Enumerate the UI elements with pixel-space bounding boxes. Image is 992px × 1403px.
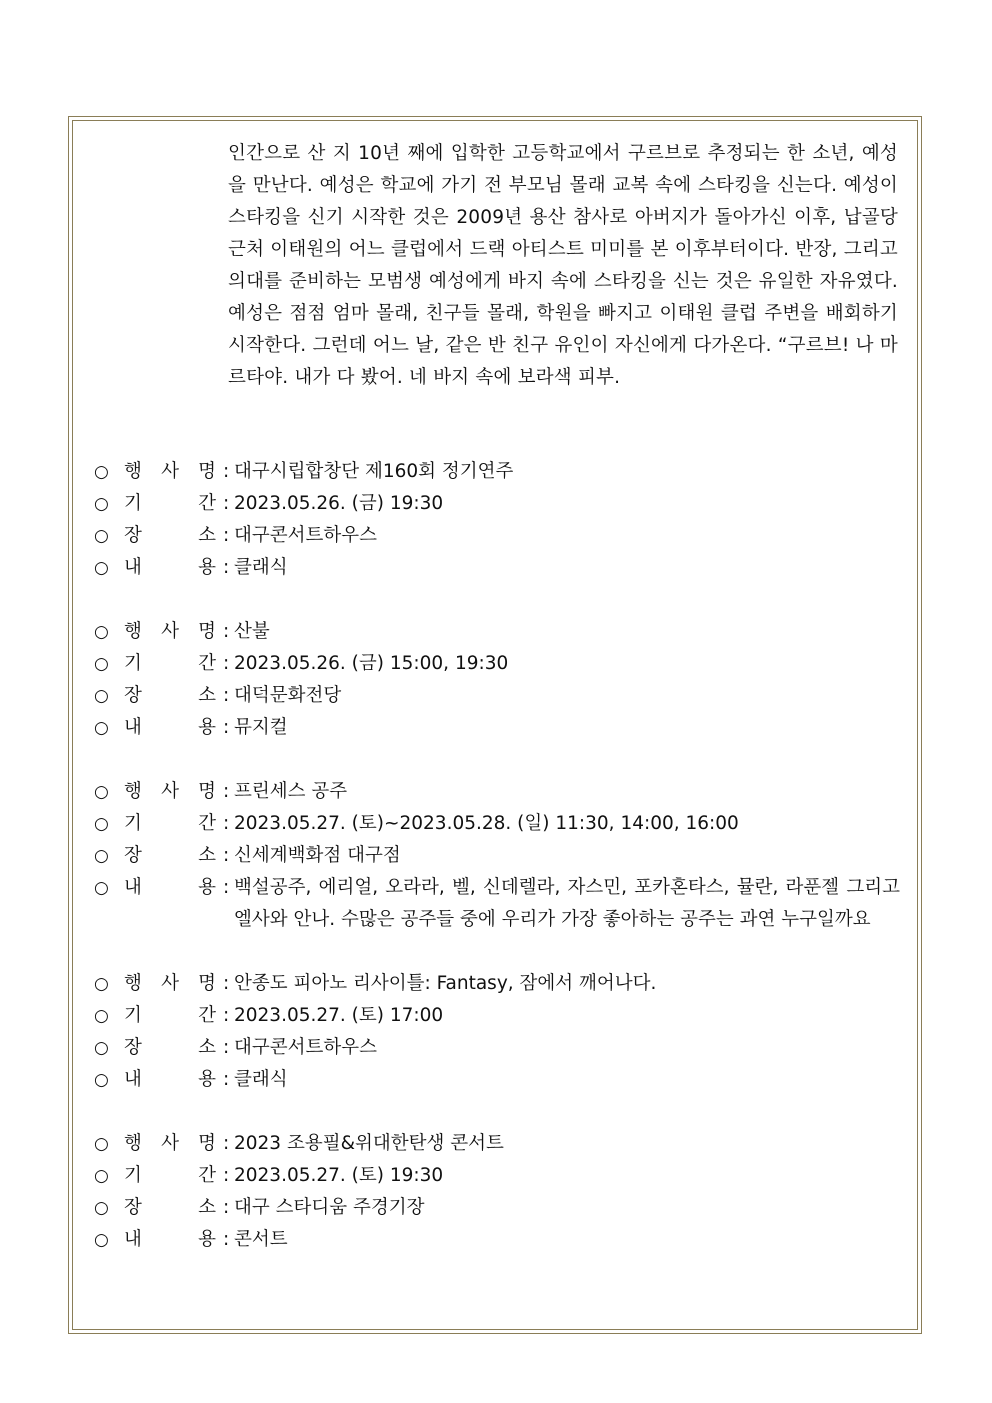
event-content-label	[124, 872, 223, 904]
label-char: 용	[198, 1229, 216, 1250]
label-char: 행	[124, 973, 142, 994]
colon-separator: :	[223, 1165, 230, 1186]
event-venue-row	[94, 1032, 904, 1064]
event-content-row	[94, 872, 904, 936]
colon-separator: :	[223, 621, 230, 642]
event-venue-label	[124, 680, 223, 712]
label-char: 사	[161, 621, 179, 642]
label-char: 용	[198, 557, 216, 578]
colon-separator: :	[223, 1197, 230, 1218]
event-period-value: 2023.05.27. (토)~2023.05.28. (일) 11:30, 14:00, 16:00	[234, 813, 739, 834]
event-content-value: 뮤지컬	[234, 717, 288, 738]
label-char: 소	[198, 525, 216, 546]
label-char: 간	[198, 1005, 216, 1026]
label-char: 장	[124, 845, 142, 866]
colon-separator: :	[223, 653, 230, 674]
colon-separator: :	[223, 1069, 230, 1090]
circle-bullet-icon: ○	[94, 878, 109, 898]
label-char: 용	[198, 1069, 216, 1090]
event-name-value: 프린세스 공주	[234, 781, 348, 802]
event-content-value: 콘서트	[234, 1229, 288, 1250]
label-char: 장	[124, 1197, 142, 1218]
label-char: 기	[124, 653, 142, 674]
circle-bullet-icon: ○	[94, 1134, 109, 1154]
circle-bullet-icon: ○	[94, 622, 109, 642]
event-name-row	[94, 1128, 904, 1160]
colon-separator: :	[223, 973, 230, 994]
circle-bullet-icon: ○	[94, 846, 109, 866]
colon-separator: :	[223, 1005, 230, 1026]
label-char: 소	[198, 685, 216, 706]
label-char: 사	[161, 781, 179, 802]
event-name-value: 대구시립합창단 제160회 정기연주	[234, 461, 514, 482]
event-name-row	[94, 776, 904, 808]
colon-separator: :	[223, 877, 230, 898]
label-char: 간	[198, 653, 216, 674]
colon-separator: :	[223, 525, 230, 546]
event-venue-label	[124, 520, 223, 552]
circle-bullet-icon: ○	[94, 974, 109, 994]
label-char: 명	[198, 1133, 216, 1154]
label-char: 내	[124, 1069, 142, 1090]
label-char: 행	[124, 781, 142, 802]
colon-separator: :	[223, 461, 230, 482]
colon-separator: :	[223, 1229, 230, 1250]
label-char: 행	[124, 461, 142, 482]
circle-bullet-icon: ○	[94, 1070, 109, 1090]
event-name-label	[124, 968, 223, 1000]
event-name-row	[94, 968, 904, 1000]
event-period-label	[124, 1000, 223, 1032]
event-period-label	[124, 488, 223, 520]
event-content-value: 클래식	[234, 557, 288, 578]
event-period-value: 2023.05.27. (토) 17:00	[234, 1005, 444, 1026]
event-content-label	[124, 552, 223, 584]
circle-bullet-icon: ○	[94, 814, 109, 834]
label-char: 사	[161, 973, 179, 994]
event-period-row	[94, 488, 904, 520]
event-name-row	[94, 456, 904, 488]
label-char: 행	[124, 621, 142, 642]
colon-separator: :	[223, 685, 230, 706]
event-period-label	[124, 648, 223, 680]
colon-separator: :	[223, 845, 230, 866]
colon-separator: :	[223, 557, 230, 578]
label-char: 소	[198, 1037, 216, 1058]
event-item	[94, 456, 904, 584]
circle-bullet-icon: ○	[94, 1038, 109, 1058]
circle-bullet-icon: ○	[94, 1166, 109, 1186]
circle-bullet-icon: ○	[94, 1006, 109, 1026]
label-char: 기	[124, 493, 142, 514]
label-char: 내	[124, 877, 142, 898]
colon-separator: :	[223, 813, 230, 834]
label-char: 사	[161, 1133, 179, 1154]
event-venue-value: 대덕문화전당	[234, 685, 342, 706]
event-venue-row	[94, 840, 904, 872]
event-content-row	[94, 552, 904, 584]
label-char: 기	[124, 1165, 142, 1186]
intro-paragraph: 인간으로 산 지 10년 째에 입학한 고등학교에서 구르브로 추정되는 한 소년, 예성을 만난다. 예성은 학교에 가기 전 부모님 몰래 교복 속에 스타킹을 신는다. 예성이 스타킹을 신기 시작한 것은 2009년 용산 참사로 아버지가 돌아가신 이후, 납골당 근처 이태원의 어느 클럽에서 드랙 아티스트 미미를 본 이후부터이다. 반장, 그리고 의대를 준비하는 모범생 예성에게 바지 속에 스타킹을 신는 것은 유일한 자유였다. 예성은 점점 엄마 몰래, 친구들 몰래, 학원을 빠지고 이태원 클럽 주변을 배회하기 시작한다. 그런데 어느 날, 같은 반 친구 유인이 자신에게 다가온다. “구르브! 나 마르타야. 내가 다 봤어. 네 바지 속에 보라색 피부.	[228, 143, 898, 388]
event-venue-row	[94, 520, 904, 552]
event-name-label	[124, 616, 223, 648]
label-char: 용	[198, 877, 216, 898]
label-char: 사	[161, 461, 179, 482]
circle-bullet-icon: ○	[94, 654, 109, 674]
event-venue-value: 대구 스타디움 주경기장	[234, 1197, 425, 1218]
label-char: 간	[198, 493, 216, 514]
event-period-value: 2023.05.27. (토) 19:30	[234, 1165, 444, 1186]
colon-separator: :	[223, 1133, 230, 1154]
event-period-row	[94, 1160, 904, 1192]
event-content-label	[124, 1064, 223, 1096]
label-char: 명	[198, 973, 216, 994]
label-char: 장	[124, 1037, 142, 1058]
colon-separator: :	[223, 717, 230, 738]
label-char: 내	[124, 1229, 142, 1250]
label-char: 기	[124, 1005, 142, 1026]
event-item	[94, 616, 904, 744]
event-item	[94, 1128, 904, 1256]
event-venue-row	[94, 680, 904, 712]
label-char: 간	[198, 1165, 216, 1186]
event-name-value: 산불	[234, 621, 270, 642]
event-venue-value: 대구콘서트하우스	[234, 1037, 377, 1058]
event-venue-label	[124, 1192, 223, 1224]
circle-bullet-icon: ○	[94, 494, 109, 514]
event-content-row	[94, 1064, 904, 1096]
event-period-value: 2023.05.26. (금) 19:30	[234, 493, 444, 514]
circle-bullet-icon: ○	[94, 526, 109, 546]
event-content-label	[124, 1224, 223, 1256]
event-name-value: 2023 조용필&위대한탄생 콘서트	[234, 1133, 504, 1154]
event-item	[94, 776, 904, 936]
label-char: 장	[124, 525, 142, 546]
label-char: 행	[124, 1133, 142, 1154]
circle-bullet-icon: ○	[94, 462, 109, 482]
event-name-value: 안종도 피아노 리사이틀: Fantasy, 잠에서 깨어나다.	[234, 973, 657, 994]
label-char: 내	[124, 557, 142, 578]
label-char: 기	[124, 813, 142, 834]
event-period-value: 2023.05.26. (금) 15:00, 19:30	[234, 653, 509, 674]
circle-bullet-icon: ○	[94, 558, 109, 578]
event-item	[94, 968, 904, 1096]
label-char: 명	[198, 461, 216, 482]
event-venue-label	[124, 840, 223, 872]
event-content-value: 클래식	[234, 1069, 288, 1090]
event-venue-label	[124, 1032, 223, 1064]
event-venue-value: 대구콘서트하우스	[234, 525, 377, 546]
event-name-label	[124, 776, 223, 808]
event-content-row	[94, 712, 904, 744]
colon-separator: :	[223, 493, 230, 514]
circle-bullet-icon: ○	[94, 1230, 109, 1250]
event-period-label	[124, 808, 223, 840]
event-period-row	[94, 808, 904, 840]
label-char: 소	[198, 1197, 216, 1218]
event-period-label	[124, 1160, 223, 1192]
label-char: 명	[198, 781, 216, 802]
label-char: 소	[198, 845, 216, 866]
event-venue-row	[94, 1192, 904, 1224]
label-char: 용	[198, 717, 216, 738]
circle-bullet-icon: ○	[94, 782, 109, 802]
event-venue-value: 신세계백화점 대구점	[234, 845, 401, 866]
circle-bullet-icon: ○	[94, 1198, 109, 1218]
label-char: 명	[198, 621, 216, 642]
colon-separator: :	[223, 781, 230, 802]
event-period-row	[94, 1000, 904, 1032]
label-char: 장	[124, 685, 142, 706]
label-char: 내	[124, 717, 142, 738]
circle-bullet-icon: ○	[94, 718, 109, 738]
label-char: 간	[198, 813, 216, 834]
event-period-row	[94, 648, 904, 680]
event-content-label	[124, 712, 223, 744]
event-name-label	[124, 1128, 223, 1160]
event-content-row	[94, 1224, 904, 1256]
event-list	[94, 456, 904, 1288]
event-name-label	[124, 456, 223, 488]
circle-bullet-icon: ○	[94, 686, 109, 706]
event-content-value: 백설공주, 에리얼, 오라라, 벨, 신데렐라, 자스민, 포카혼타스, 뮬란, 라푼젤 그리고 엘사와 안나. 수많은 공주들 중에 우리가 가장 좋아하는 공주는 과연 누구일까요	[234, 877, 900, 930]
event-name-row	[94, 616, 904, 648]
colon-separator: :	[223, 1037, 230, 1058]
